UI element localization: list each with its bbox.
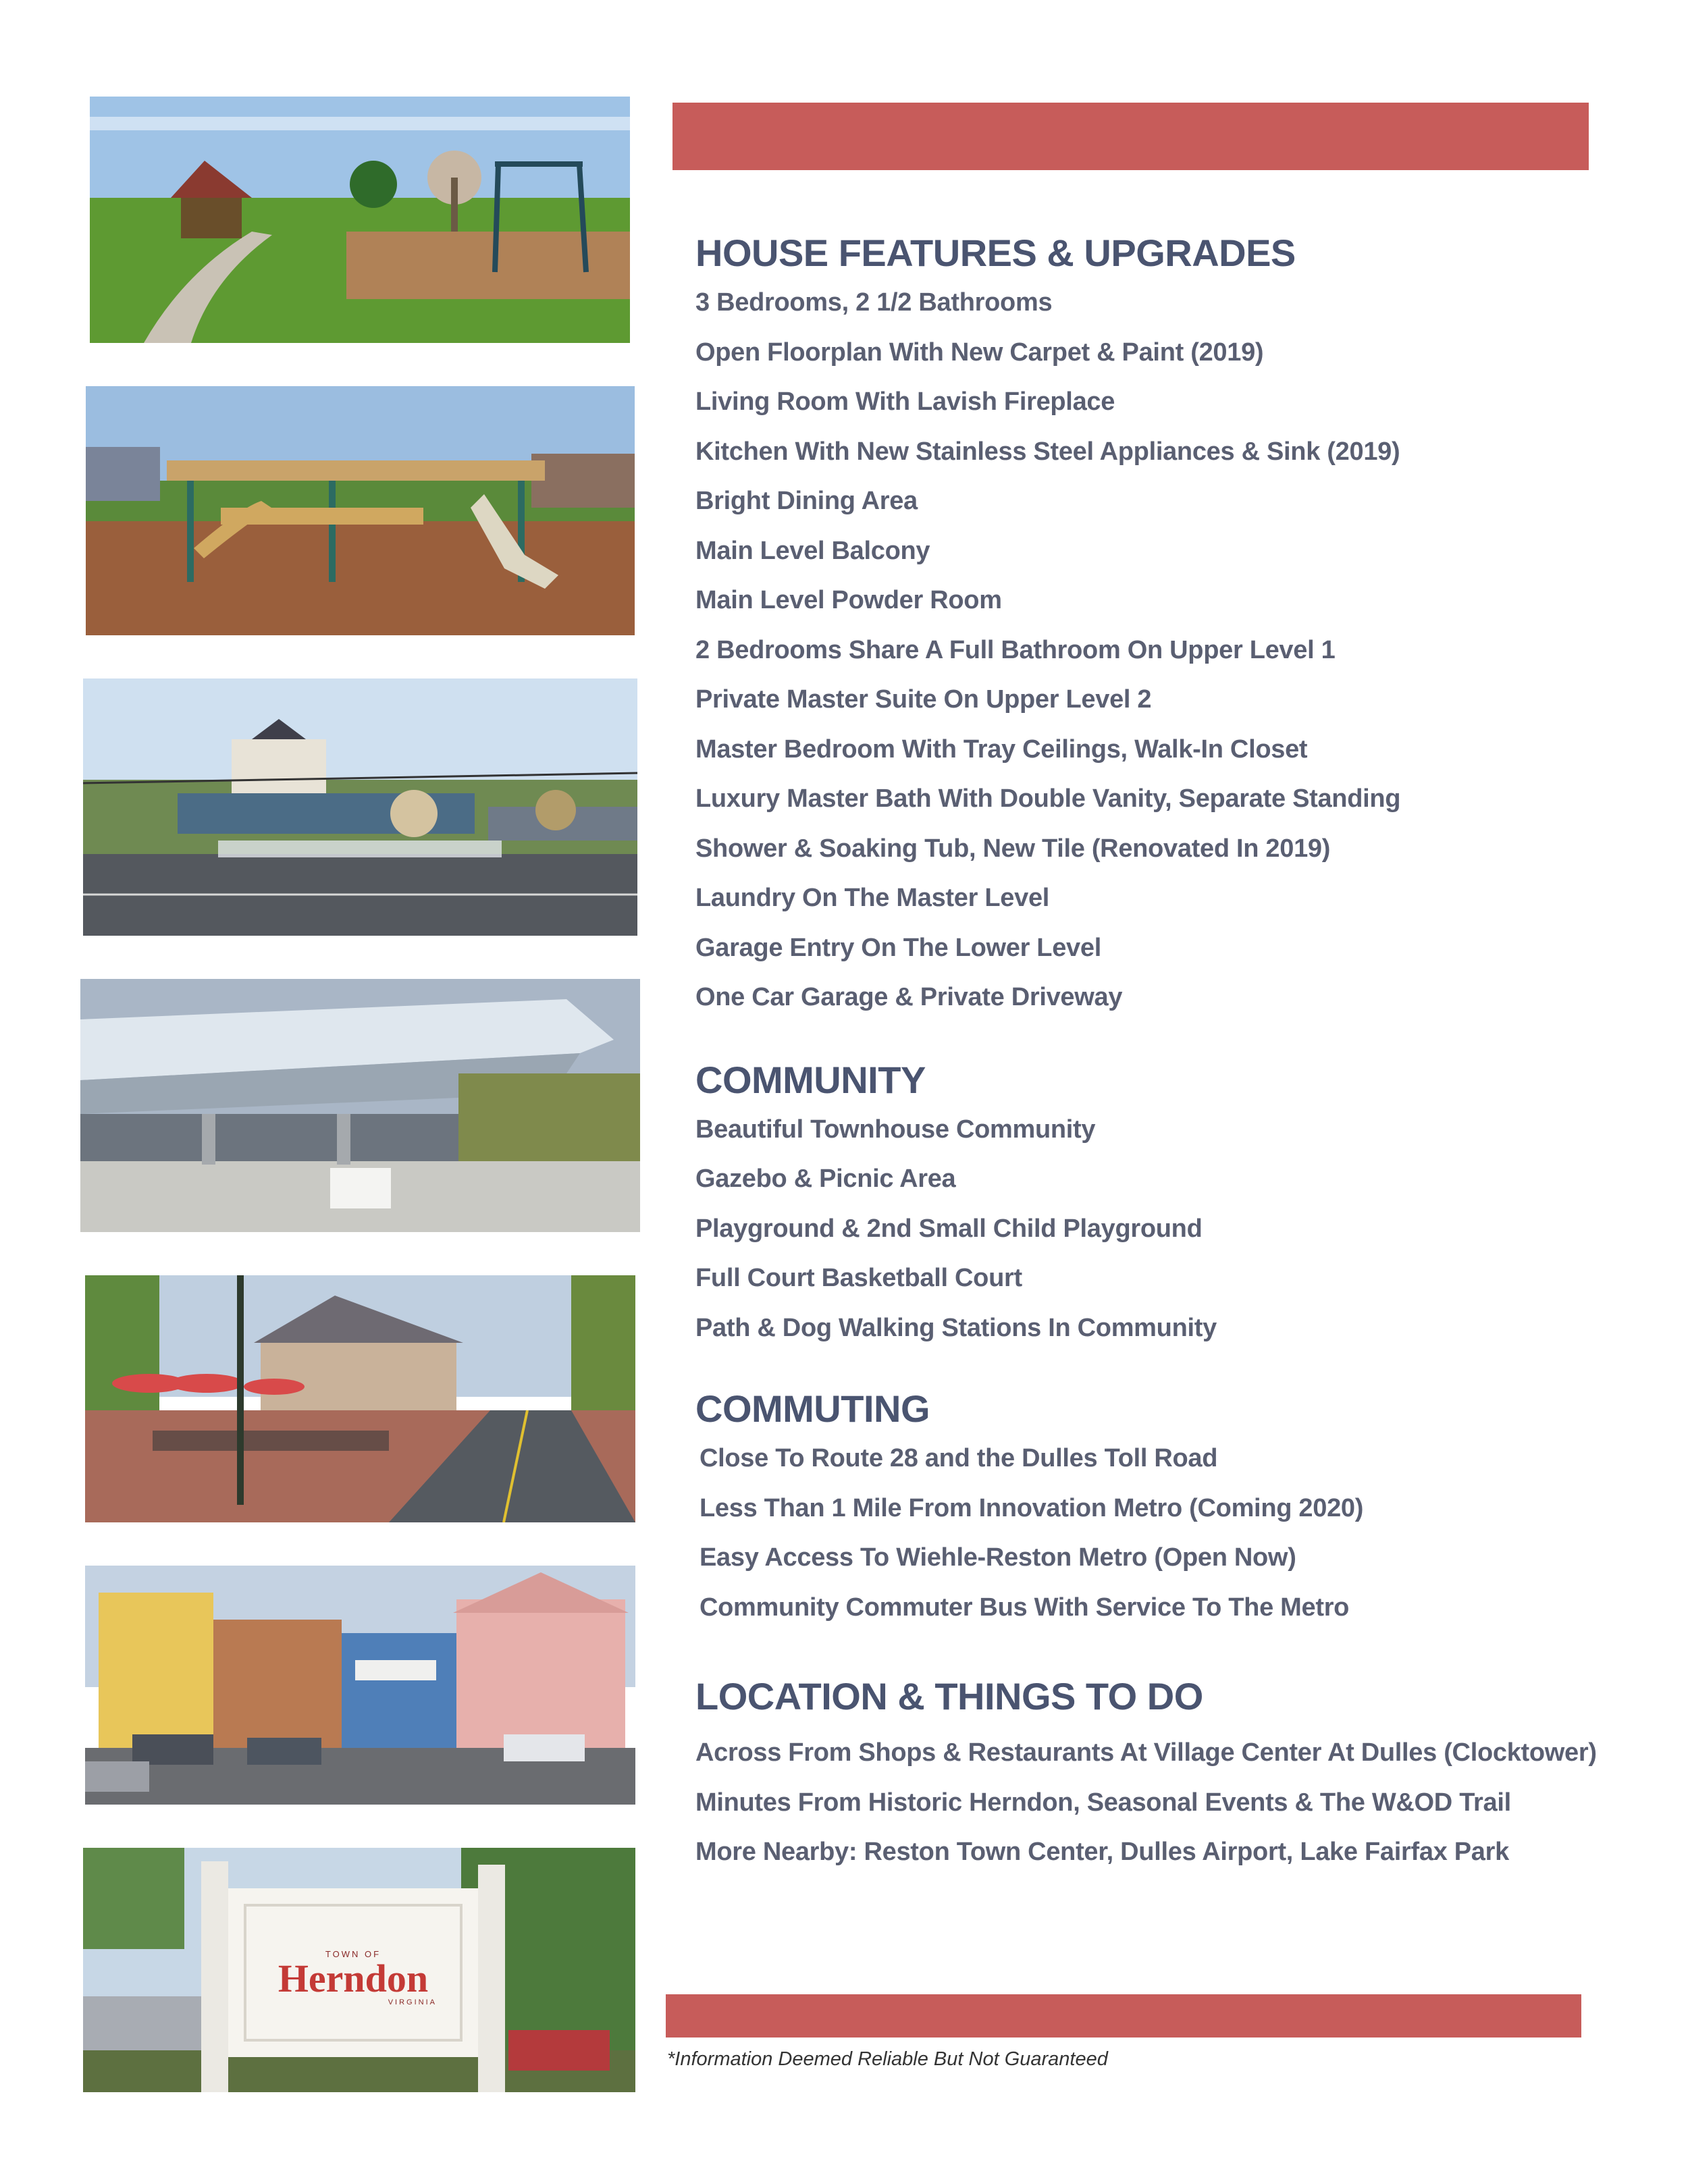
commuting-list (695, 1434, 1668, 1632)
section-heading: LOCATION & THINGS TO DO (695, 1675, 1203, 1717)
list-item: Laundry On The Master Level (695, 884, 1050, 912)
sign-town-name: Herndon (278, 1956, 429, 2000)
list-item: One Car Garage & Private Driveway (695, 983, 1123, 1011)
top-accent-bar (672, 103, 1589, 170)
list-item: Bright Dining Area (695, 487, 918, 515)
list-item: Beautiful Townhouse Community (695, 1115, 1096, 1144)
photo-park-gazebo (90, 97, 630, 343)
list-item: Path & Dog Walking Stations In Community (695, 1313, 1217, 1342)
photo-village-center (83, 678, 637, 936)
section-community (695, 1057, 1668, 1354)
list-item: Close To Route 28 and the Dulles Toll Road (700, 1444, 1218, 1472)
features-content (695, 230, 1668, 1877)
list-item: Easy Access To Wiehle-Reston Metro (Open Now) (700, 1543, 1296, 1572)
list-item: Full Court Basketball Court (695, 1264, 1022, 1292)
section-location (695, 1673, 1668, 1877)
disclaimer-text: *Information Deemed Reliable But Not Guaranteed (667, 2048, 1108, 2070)
list-item: Gazebo & Picnic Area (695, 1165, 956, 1193)
list-item: 2 Bedrooms Share A Full Bathroom On Upper Level 1 (695, 635, 1336, 664)
sign-town-of: TOWN OF (325, 1949, 381, 1959)
list-item: Across From Shops & Restaurants At Village Center At Dulles (Clocktower) (695, 1738, 1597, 1767)
list-item: Minutes From Historic Herndon, Seasonal Events & The W&OD Trail (695, 1788, 1511, 1817)
list-item: More Nearby: Reston Town Center, Dulles Airport, Lake Fairfax Park (695, 1838, 1509, 1866)
photo-metro-station (80, 979, 640, 1232)
list-item: Kitchen With New Stainless Steel Appliances & Sink (2019) (695, 437, 1400, 466)
list-item: Garage Entry On The Lower Level (695, 933, 1101, 962)
sign-state: VIRGINIA (388, 1998, 437, 2006)
herndon-sign-logo (257, 1949, 449, 2006)
photo-playground (86, 386, 635, 635)
list-item: Open Floorplan With New Carpet & Paint (2019) (695, 338, 1264, 367)
list-item: Luxury Master Bath With Double Vanity, Separate Standing (695, 784, 1401, 813)
photo-herndon-sign (83, 1848, 635, 2092)
list-item: Master Bedroom With Tray Ceilings, Walk-In Closet (695, 735, 1308, 764)
section-heading: COMMUTING (695, 1387, 930, 1430)
list-item: Private Master Suite On Upper Level 2 (695, 685, 1152, 714)
list-item: Community Commuter Bus With Service To The Metro (700, 1593, 1350, 1622)
section-commuting (695, 1385, 1668, 1632)
photo-historic-downtown (85, 1566, 635, 1805)
photo-herndon-depot (85, 1275, 635, 1522)
bottom-accent-bar (666, 1994, 1581, 2037)
list-item: Playground & 2nd Small Child Playground (695, 1214, 1203, 1243)
community-list (695, 1105, 1668, 1354)
location-list (695, 1728, 1668, 1877)
feature-list (695, 278, 1668, 1023)
list-item: Shower & Soaking Tub, New Tile (Renovated In 2019) (695, 834, 1331, 863)
list-item: Main Level Powder Room (695, 586, 1002, 614)
section-heading: COMMUNITY (695, 1058, 926, 1101)
section-heading: HOUSE FEATURES & UPGRADES (695, 232, 1296, 274)
list-item: Less Than 1 Mile From Innovation Metro (Coming 2020) (700, 1493, 1364, 1522)
list-item: Living Room With Lavish Fireplace (695, 388, 1115, 416)
list-item: 3 Bedrooms, 2 1/2 Bathrooms (695, 288, 1053, 317)
list-item: Main Level Balcony (695, 536, 930, 565)
section-house-features (695, 230, 1668, 1023)
